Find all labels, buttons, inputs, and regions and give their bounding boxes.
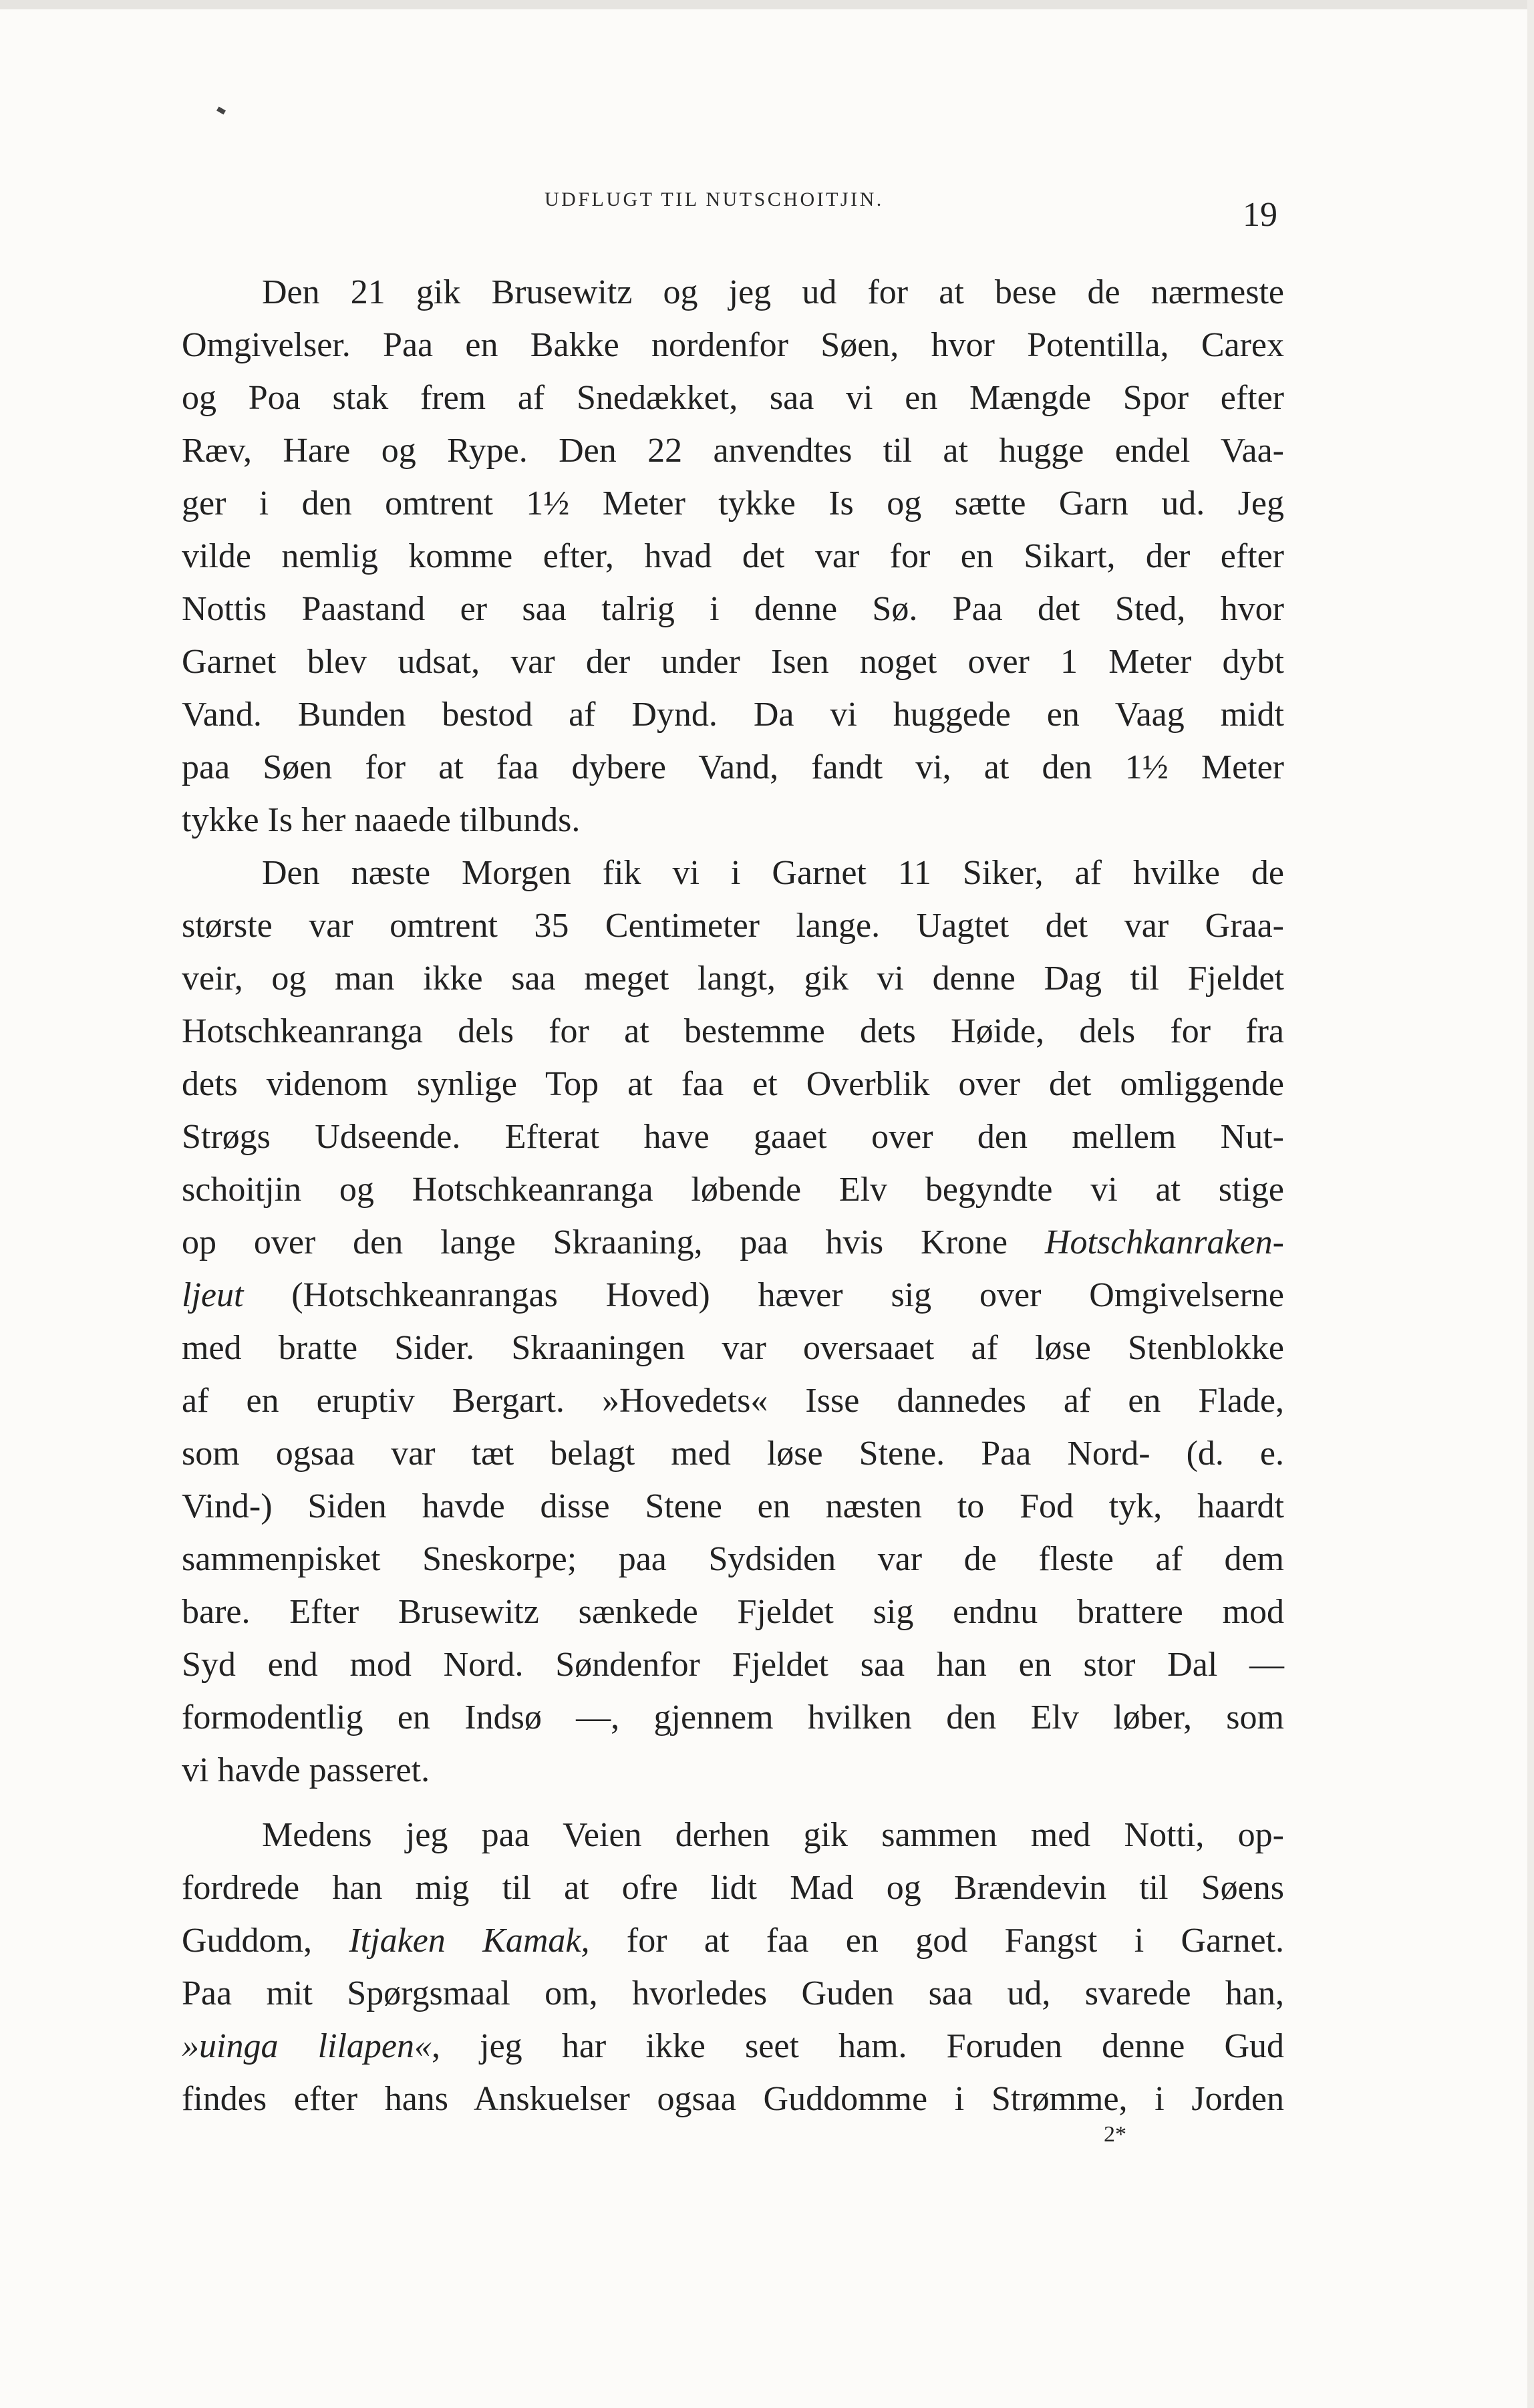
text-line	[182, 1861, 1284, 1914]
text-run: Garnet blev udsat, var der under Isen noget over 1 Meter dybt	[182, 643, 1284, 681]
text-run: største var omtrent 35 Centimeter lange. Uagtet det var Graa-	[182, 907, 1284, 945]
text-run: og Poa stak frem af Snedækket, saa vi en Mængde Spor efter	[182, 379, 1284, 417]
text-line	[182, 2073, 1284, 2125]
text-run: , jeg har ikke seet ham. Foruden denne Gud	[432, 2027, 1284, 2065]
text-line	[182, 1480, 1284, 1533]
text-line	[182, 1269, 1284, 1322]
italic-text: Itjaken Kamak,	[349, 1922, 590, 1960]
text-run: veir, og man ikke saa meget langt, gik vi denne Dag til Fjeldet	[182, 959, 1284, 998]
text-run: Omgivelser. Paa en Bakke nordenfor Søen, hvor Potentilla, Carex	[182, 326, 1284, 364]
italic-text: ljeut	[182, 1276, 244, 1314]
text-run: (Hotschkeanrangas Hoved) hæver sig over Omgivelserne	[243, 1276, 1284, 1314]
text-run: formodentlig en Indsø —, gjennem hvilken den Elv løber, som	[182, 1698, 1284, 1737]
running-title: UDFLUGT TIL NUTSCHOITJIN.	[545, 188, 884, 210]
text-run: sammenpisket Sneskorpe; paa Sydsiden var de fleste af dem	[182, 1540, 1284, 1578]
text-run: schoitjin og Hotschkeanranga løbende Elv begyndte vi at stige	[182, 1171, 1284, 1209]
text-line	[182, 1005, 1284, 1058]
text-line	[182, 1374, 1284, 1427]
text-line	[182, 635, 1284, 688]
text-run: Vand. Bunden bestod af Dynd. Da vi huggede en Vaag midt	[182, 696, 1284, 734]
text-line	[182, 266, 1284, 319]
text-line	[182, 2020, 1284, 2073]
text-run: vi havde passeret.	[182, 1751, 430, 1789]
text-run: Den næste Morgen fik vi i Garnet 11 Siker, af hvilke de	[262, 854, 1284, 892]
text-run: med bratte Sider. Skraaningen var oversaaet af løse Stenblokke	[182, 1329, 1284, 1367]
text-line	[182, 741, 1284, 794]
text-run: for at faa en god Fangst i Garnet.	[589, 1922, 1285, 1960]
scan-top-edge	[0, 0, 1534, 9]
text-line	[182, 371, 1284, 424]
text-run: Ræv, Hare og Rype. Den 22 anvendtes til at hugge endel Vaa-	[182, 432, 1284, 470]
text-line	[182, 688, 1284, 741]
signature-mark: 2*	[1104, 2122, 1126, 2147]
text-line	[182, 530, 1284, 583]
text-run: Paa mit Spørgsmaal om, hvorledes Guden saa ud, svarede han,	[182, 1974, 1284, 2012]
text-run: op over den lange Skraaning, paa hvis Krone	[182, 1223, 1045, 1261]
text-line	[182, 1586, 1284, 1638]
text-line	[182, 1322, 1284, 1374]
text-line	[182, 1427, 1284, 1480]
text-run: Syd end mod Nord. Søndenfor Fjeldet saa han en stor Dal —	[182, 1646, 1284, 1684]
text-line	[182, 583, 1284, 635]
text-line	[182, 1638, 1284, 1691]
paragraph-gap	[182, 1797, 1284, 1809]
text-line	[182, 1110, 1284, 1163]
text-run: bare. Efter Brusewitz sænkede Fjeldet sig endnu brattere mod	[182, 1593, 1284, 1631]
text-line	[182, 1809, 1284, 1861]
ink-speck	[216, 106, 226, 114]
body-text	[182, 266, 1284, 2125]
text-line	[182, 899, 1284, 952]
text-line	[182, 319, 1284, 371]
italic-text: »uinga lilapen«	[182, 2027, 432, 2065]
text-run: af en eruptiv Bergart. »Hovedets« Isse dannedes af en Flade,	[182, 1382, 1284, 1420]
text-line	[182, 477, 1284, 530]
scan-right-edge	[1527, 0, 1534, 2408]
text-run: Guddom,	[182, 1922, 349, 1960]
text-run: paa Søen for at faa dybere Vand, fandt vi, at den 1½ Meter	[182, 748, 1284, 786]
text-run: Den 21 gik Brusewitz og jeg ud for at bese de nærmeste	[262, 273, 1284, 311]
text-run: Vind-) Siden havde disse Stene en næsten to Fod tyk, haardt	[182, 1487, 1284, 1525]
text-line	[182, 794, 1284, 847]
text-run: Hotschkeanranga dels for at bestemme dets Høide, dels for fra	[182, 1012, 1284, 1050]
text-run: Medens jeg paa Veien derhen gik sammen med Notti, op-	[262, 1816, 1284, 1854]
text-line	[182, 952, 1284, 1005]
text-line	[182, 1058, 1284, 1110]
text-line	[182, 847, 1284, 899]
text-line	[182, 1744, 1284, 1797]
text-line	[182, 1216, 1284, 1269]
text-run: ger i den omtrent 1½ Meter tykke Is og sætte Garn ud. Jeg	[182, 484, 1284, 522]
text-line	[182, 1533, 1284, 1586]
text-run: Strøgs Udseende. Efterat have gaaet over den mellem Nut-	[182, 1118, 1284, 1156]
text-run: som ogsaa var tæt belagt med løse Stene. Paa Nord- (d. e.	[182, 1435, 1284, 1473]
text-line	[182, 1691, 1284, 1744]
text-run: tykke Is her naaede tilbunds.	[182, 801, 581, 839]
text-run: Nottis Paastand er saa talrig i denne Sø. Paa det Sted, hvor	[182, 590, 1284, 628]
italic-text: Hotschkanraken-	[1044, 1223, 1284, 1261]
text-line	[182, 1163, 1284, 1216]
text-run: dets videnom synlige Top at faa et Overblik over det omliggende	[182, 1065, 1284, 1103]
text-line	[182, 1914, 1284, 1967]
text-run: findes efter hans Anskuelser ogsaa Guddomme i Strømme, i Jorden	[182, 2080, 1284, 2118]
page-number: 19	[1243, 196, 1277, 234]
text-line	[182, 424, 1284, 477]
text-line	[182, 1967, 1284, 2020]
text-run: fordrede han mig til at ofre lidt Mad og Brændevin til Søens	[182, 1869, 1284, 1907]
text-run: vilde nemlig komme efter, hvad det var for en Sikart, der efter	[182, 537, 1284, 575]
